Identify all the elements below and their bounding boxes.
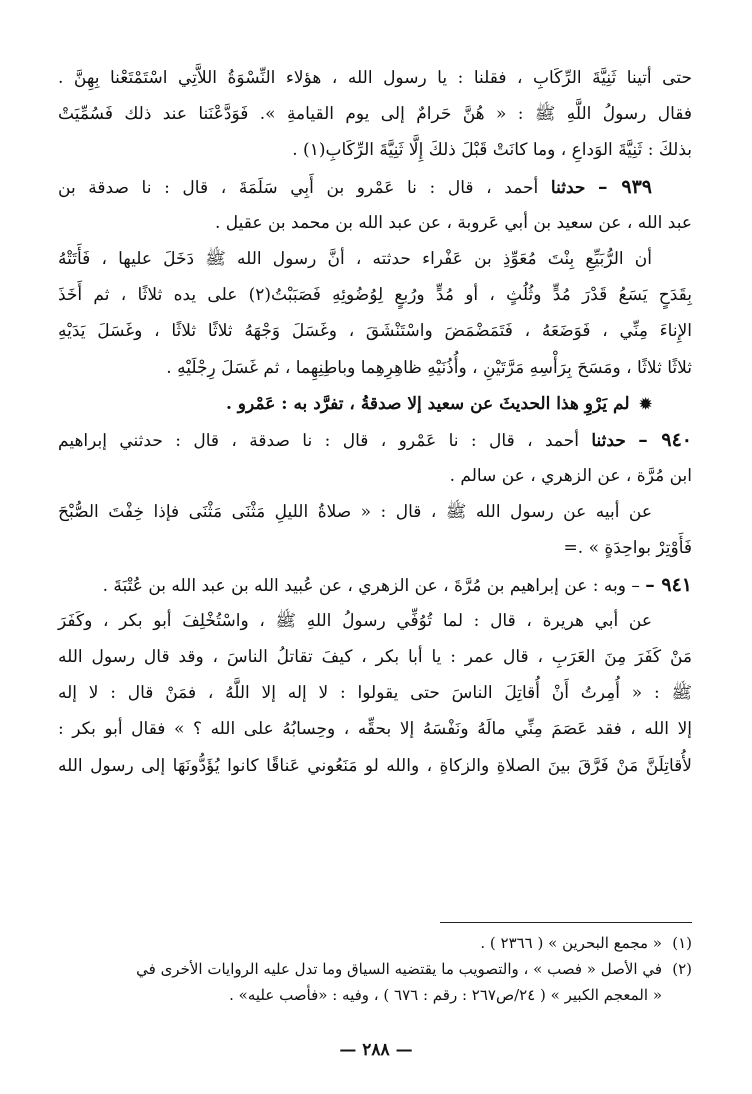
text-line: فَأَوْتِرْ بواحِدَةٍ » .= bbox=[563, 538, 692, 559]
note-line bbox=[58, 386, 692, 422]
text-line: عن أبيه عن رسول الله ﷺ ، قال : « صلاةُ الليلِ مَثْنَى مَثْنَى فإذا خِفْتَ الصُّبْحَ bbox=[58, 502, 652, 523]
hadith-label: حدثنا bbox=[591, 430, 626, 451]
text-line: بذلكَ : ثَنِيَّةَ الوَداعِ ، وما كانَتْ قَبْلَ ذلكَ إِلَّا ثَنِيَّةَ الرِّكَابِ(١) . bbox=[292, 140, 692, 161]
footnote-divider bbox=[440, 922, 692, 923]
text-segment: – وبه : عن إبراهيم بن مُرَّةَ ، عن الزهري ، عن عُبيد الله بن عبد الله بن عُتْبَةَ . bbox=[102, 575, 640, 596]
text-segment: أحمد ، قال : نا عَمْرو بن أَبِي سَلَمَةَ ، قال : نا صدقة بن bbox=[58, 177, 539, 198]
text-line: فقال رسولُ اللَّهِ ﷺ : « هُنَّ حَرامٌ إلى يوم القيامةِ ». فَوَدَّعْنَنا عند ذلك فَسُمِّيَتْ bbox=[58, 104, 692, 125]
footnotes bbox=[40, 930, 692, 1008]
text-line: عن أبي هريرة ، قال : لما تُوُفِّي رسولُ اللهِ ﷺ ، واسْتُخْلِفَ أبو بكر ، وكَفَرَ bbox=[58, 610, 652, 631]
text-line: إلا الله ، فقد عَصَمَ مِنِّي مالَهُ ونَفْسَهُ إلا بحقِّه ، وحِسابُهُ على الله ؟ » فقال أبو بكر : bbox=[58, 719, 692, 740]
star-icon: ✹ bbox=[639, 394, 652, 413]
footnote-2-continued: « المعجم الكبير » ( ٢٤/ص٢٦٧ : رقم : ٦٧٦ ) ، وفيه : «فأصب عليه» . bbox=[229, 986, 662, 1004]
text-segment: أحمد ، قال : نا عَمْرو ، قال : نا صدقة ، قال : حدثني إبراهيم bbox=[58, 430, 579, 451]
text-line: عبد الله ، عن سعيد بن أبي عَروبة ، عن عبد الله بن محمد بن عقيل . bbox=[215, 212, 692, 233]
footnote-1 bbox=[40, 930, 692, 956]
hadith-941-header bbox=[58, 567, 692, 603]
body-text bbox=[58, 60, 692, 784]
text-line: لأُقاتِلَنَّ مَنْ فَرَّقَ بينَ الصلاةِ والزكاةِ ، والله لو مَنَعُوني عَناقًا كانوا يُؤَدُّونَهَا إلى رسول الله bbox=[58, 755, 692, 776]
footnote-text: « مجمع البحرين » ( ٢٣٦٦ ) . bbox=[480, 934, 662, 952]
text-line: بِقَدَحٍ يَسَعُ قَدْرَ مُدٍّ وثُلُثٍ ، أو مُدٍّ ورُبعٍ لِوُضُوئِهِ فَصَبَبْتُ(٢) على يده ثلاثًا ، ثم أَخَذَ bbox=[58, 285, 693, 306]
hadith-939-header bbox=[58, 169, 692, 205]
text-line: ﷺ : « أُمِرتُ أَنْ أُقاتِلَ الناسَ حتى يقولوا : لا إله إلا اللَّهُ ، فمَنْ قال : لا إله bbox=[58, 683, 692, 704]
text-line: ابن مُرَّة ، عن الزهري ، عن سالم . bbox=[449, 466, 692, 487]
hadith-number: ٩٤١ – bbox=[645, 573, 692, 596]
hadith-number: ٩٣٩ – bbox=[598, 175, 653, 198]
text-line: ثلاثًا ثلاثًا ، ومَسَحَ بِرَأْسِهِ مَرَّتَيْنِ ، وأُذُنَيْهِ ظاهِرِهِما وباطِنِهِما ، ثم غَسَلَ رِجْلَيْهِ . bbox=[166, 357, 692, 378]
text-line: الإِناءَ مِنِّي ، فَوَضَعَهُ ، فَتَمَضْمَضَ واسْتَنْشَقَ ، وغَسَلَ وَجْهَهُ ثلاثًا ثلاثًا ، وغَسَلَ يَدَيْهِ bbox=[58, 321, 692, 342]
footnote-2 bbox=[40, 956, 692, 982]
note-text: لم يَرْوِ هذا الحديثَ عن سعيد إلا صدقةُ ، تفرَّد به : عَمْرو . bbox=[225, 393, 630, 414]
page-number: — ٢٨٨ — bbox=[339, 1040, 413, 1060]
footnote-number: (٢) bbox=[672, 960, 692, 978]
hadith-number: ٩٤٠ – bbox=[638, 428, 692, 451]
hadith-label: حدثنا bbox=[550, 177, 586, 198]
footnote-text: في الأصل « فصب » ، والتصويب ما يقتضيه السياق وما تدل عليه الروايات الأخرى في bbox=[136, 960, 662, 978]
footnote-number: (١) bbox=[672, 934, 692, 952]
hadith-940-header bbox=[58, 422, 692, 458]
text-line: مَنْ كَفَرَ مِنَ العَرَبِ ، قال عمر : يا أبا بكر ، كيفَ تقاتلُ الناسَ ، وقد قال رسول الله bbox=[58, 647, 692, 667]
text-line: حتى أتينا ثَنِيَّةَ الرِّكَابِ ، فقلنا : يا رسول الله ، هؤلاء النِّسْوَةُ اللاَّتِي اسْتَمْتَعْنا بِهِنَّ . bbox=[58, 68, 692, 88]
text-line: أن الرُّبَيِّعِ بِنْتَ مُعَوِّذِ بن عَفْراء حدثته ، أنَّ رسول الله ﷺ دَخَلَ عليها ، فَأَتَتْهُ bbox=[58, 248, 652, 269]
